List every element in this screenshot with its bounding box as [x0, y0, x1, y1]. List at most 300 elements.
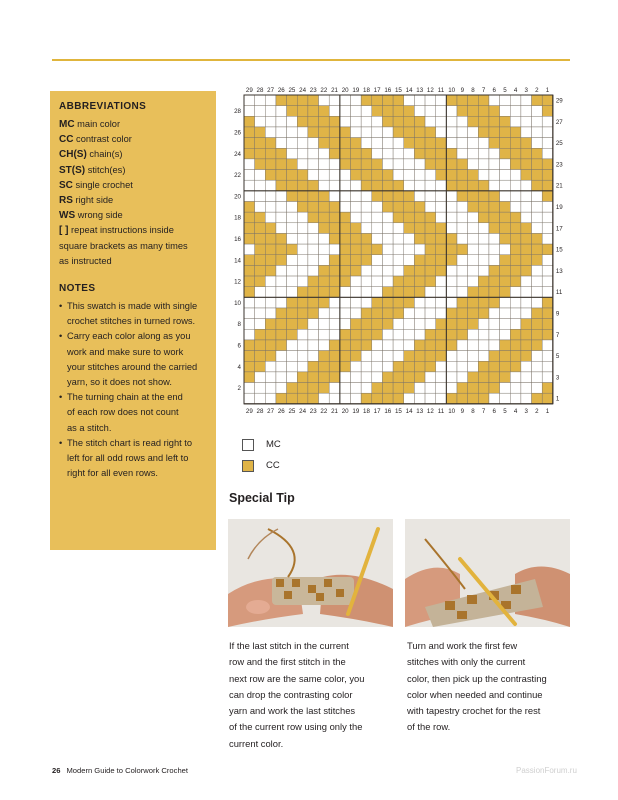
chart-cell: [329, 383, 340, 394]
chart-cell: [414, 372, 425, 383]
chart-cell: [340, 372, 351, 383]
chart-cell: [510, 106, 521, 117]
chart-cell: [351, 233, 362, 244]
chart-cell: [404, 244, 415, 255]
chart-cell: [500, 106, 511, 117]
chart-cell: [478, 244, 489, 255]
chart-cell: [382, 233, 393, 244]
chart-cell: [436, 361, 447, 372]
chart-cell: [425, 202, 436, 213]
chart-cell: [329, 116, 340, 127]
chart-cell: [351, 191, 362, 202]
chart-cell: [404, 265, 415, 276]
column-number-bottom: 9: [460, 407, 465, 415]
chart-cell: [276, 393, 287, 404]
column-number-top: 8: [471, 87, 475, 94]
chart-cell: [340, 127, 351, 138]
chart-cell: [393, 127, 404, 138]
chart-cell: [457, 372, 468, 383]
chart-cell: [542, 180, 553, 191]
chart-cell: [265, 340, 276, 351]
chart-cell: [287, 233, 298, 244]
chart-cell: [340, 212, 351, 223]
chart-cell: [489, 372, 500, 383]
chart-cell: [414, 95, 425, 106]
chart-cell: [457, 319, 468, 330]
chart-cell: [319, 308, 330, 319]
chart-cell: [372, 212, 383, 223]
chart-cell: [361, 372, 372, 383]
chart-cell: [521, 159, 532, 170]
chart-cell: [500, 308, 511, 319]
chart-cell: [382, 287, 393, 298]
chart-cell: [361, 223, 372, 234]
chart-cell: [382, 383, 393, 394]
chart-cell: [287, 223, 298, 234]
chart-cell: [255, 244, 266, 255]
chart-cell: [287, 319, 298, 330]
abbreviation-item: [ ] repeat instructions inside: [59, 225, 174, 237]
chart-cell: [500, 170, 511, 181]
chart-cell: [436, 138, 447, 149]
chart-cell: [425, 383, 436, 394]
chart-cell: [468, 351, 479, 362]
chart-cell: [361, 393, 372, 404]
chart-cell: [393, 212, 404, 223]
chart-cell: [287, 255, 298, 266]
chart-cell: [542, 233, 553, 244]
chart-cell: [340, 287, 351, 298]
chart-cell: [500, 351, 511, 362]
chart-cell: [404, 340, 415, 351]
chart-cell: [287, 212, 298, 223]
chart-cell: [457, 95, 468, 106]
chart-cell: [510, 308, 521, 319]
chart-cell: [393, 233, 404, 244]
chart-cell: [468, 244, 479, 255]
chart-cell: [297, 148, 308, 159]
chart-cell: [329, 265, 340, 276]
chart-cell: [532, 223, 543, 234]
chart-cell: [287, 351, 298, 362]
chart-cell: [478, 361, 489, 372]
chart-cell: [361, 319, 372, 330]
chart-cell: [446, 340, 457, 351]
abbreviation-item: MC main color: [59, 119, 121, 130]
chart-cell: [372, 255, 383, 266]
row-number-right: 7: [555, 331, 560, 339]
chart-cell: [319, 319, 330, 330]
chart-cell: [372, 287, 383, 298]
chart-cell: [265, 329, 276, 340]
chart-cell: [319, 191, 330, 202]
chart-cell: [489, 106, 500, 117]
chart-cell: [340, 170, 351, 181]
chart-cell: [404, 180, 415, 191]
chart-cell: [500, 340, 511, 351]
chart-cell: [382, 106, 393, 117]
chart-cell: [361, 95, 372, 106]
chart-cell: [521, 223, 532, 234]
chart-cell: [414, 191, 425, 202]
chart-cell: [478, 148, 489, 159]
chart-cell: [329, 138, 340, 149]
chart-cell: [319, 223, 330, 234]
chart-cell: [297, 202, 308, 213]
chart-cell: [329, 170, 340, 181]
chart-cell: [532, 212, 543, 223]
chart-cell: [436, 308, 447, 319]
chart-cell: [244, 116, 255, 127]
chart-cell: [297, 361, 308, 372]
chart-cell: [361, 329, 372, 340]
chart-cell: [446, 287, 457, 298]
chart-cell: [489, 170, 500, 181]
chart-cell: [351, 159, 362, 170]
chart-cell: [542, 106, 553, 117]
chart-cell: [329, 244, 340, 255]
chart-cell: [468, 319, 479, 330]
chart-cell: [500, 287, 511, 298]
chart-cell: [351, 265, 362, 276]
column-number-bottom: 28: [256, 407, 264, 415]
chart-cell: [478, 351, 489, 362]
chart-cell: [468, 148, 479, 159]
chart-cell: [319, 393, 330, 404]
chart-cell: [265, 127, 276, 138]
chart-cell: [244, 138, 255, 149]
abbreviation-item-cont: square brackets as many times: [59, 240, 188, 251]
chart-cell: [393, 116, 404, 127]
chart-cell: [308, 180, 319, 191]
chart-cell: [425, 159, 436, 170]
chart-cell: [500, 95, 511, 106]
chart-cell: [414, 148, 425, 159]
chart-cell: [500, 159, 511, 170]
chart-cell: [489, 276, 500, 287]
chart-cell: [425, 212, 436, 223]
chart-cell: [255, 329, 266, 340]
chart-cell: [265, 95, 276, 106]
tip-caption-right: Turn and work the first few stitches with only the current color, then pick up the contrasting color when needed and continue with tapestry crochet for the rest of the row.: [407, 640, 547, 733]
chart-cell: [276, 244, 287, 255]
chart-cell: [436, 233, 447, 244]
chart-cell: [542, 255, 553, 266]
chart-cell: [478, 116, 489, 127]
chart-cell: [404, 393, 415, 404]
chart-cell: [329, 255, 340, 266]
chart-cell: [436, 116, 447, 127]
chart-cell: [276, 127, 287, 138]
chart-cell: [361, 106, 372, 117]
chart-cell: [414, 138, 425, 149]
chart-cell: [372, 191, 383, 202]
chart-cell: [244, 148, 255, 159]
chart-cell: [382, 170, 393, 181]
chart-cell: [244, 329, 255, 340]
chart-cell: [372, 297, 383, 308]
chart-cell: [351, 276, 362, 287]
chart-cell: [425, 393, 436, 404]
chart-cell: [372, 170, 383, 181]
chart-cell: [436, 244, 447, 255]
chart-cell: [308, 319, 319, 330]
chart-cell: [532, 361, 543, 372]
chart-cell: [446, 170, 457, 181]
chart-cell: [361, 191, 372, 202]
chart-cell: [425, 191, 436, 202]
chart-cell: [542, 244, 553, 255]
chart-cell: [287, 170, 298, 181]
chart-cell: [532, 202, 543, 213]
chart-cell: [372, 383, 383, 394]
chart-cell: [404, 138, 415, 149]
chart-cell: [297, 159, 308, 170]
book-title: Modern Guide to Colorwork Crochet: [66, 766, 189, 775]
chart-cell: [446, 276, 457, 287]
chart-cell: [265, 180, 276, 191]
column-number-top: 4: [513, 87, 518, 94]
row-number-left: 18: [234, 214, 241, 222]
chart-cell: [436, 148, 447, 159]
chart-cell: [319, 372, 330, 383]
chart-cell: [382, 95, 393, 106]
chart-cell: [287, 138, 298, 149]
chart-cell: [297, 255, 308, 266]
chart-cell: [255, 255, 266, 266]
chart-cell: [372, 340, 383, 351]
chart-cell: [425, 95, 436, 106]
chart-cell: [414, 287, 425, 298]
chart-cell: [276, 148, 287, 159]
chart-cell: [478, 329, 489, 340]
chart-border: [244, 95, 553, 404]
chart-cell: [404, 191, 415, 202]
chart-cell: [521, 287, 532, 298]
chart-cell: [255, 180, 266, 191]
chart-cell: [393, 159, 404, 170]
chart-cell: [319, 202, 330, 213]
chart-cell: [425, 372, 436, 383]
chart-cell: [468, 255, 479, 266]
chart-cell: [436, 255, 447, 266]
chart-cell: [297, 383, 308, 394]
chart-cell: [255, 212, 266, 223]
chart-cell: [510, 233, 521, 244]
column-number-top: 16: [384, 87, 392, 94]
chart-cell: [340, 202, 351, 213]
row-number-right: 9: [555, 310, 560, 318]
chart-cell: [276, 138, 287, 149]
chart-cell: [351, 319, 362, 330]
chart-cell: [489, 361, 500, 372]
chart-cell: [297, 116, 308, 127]
chart-cell: [372, 106, 383, 117]
watermark: PassionForum.ru: [516, 766, 577, 775]
chart-cell: [532, 191, 543, 202]
chart-cell: [393, 106, 404, 117]
chart-cell: [382, 297, 393, 308]
chart-cell: [446, 191, 457, 202]
chart-cell: [521, 202, 532, 213]
chart-cell: [255, 223, 266, 234]
chart-cell: [351, 372, 362, 383]
chart-cell: [542, 138, 553, 149]
chart-cell: [244, 95, 255, 106]
chart-cell: [329, 372, 340, 383]
chart-cell: [351, 170, 362, 181]
chart-cell: [319, 265, 330, 276]
chart-cell: [265, 191, 276, 202]
chart-cell: [372, 308, 383, 319]
chart-cell: [297, 340, 308, 351]
abbreviation-list: [59, 117, 208, 269]
chart-cell: [489, 255, 500, 266]
chart-cell: [393, 351, 404, 362]
chart-cell: [542, 351, 553, 362]
chart-cell: [351, 383, 362, 394]
column-number-bottom: 23: [309, 407, 317, 415]
chart-cell: [404, 170, 415, 181]
note-item: • This swatch is made with single crochet stitches in turned rows.: [59, 299, 208, 329]
chart-cell: [372, 223, 383, 234]
chart-cell: [351, 95, 362, 106]
chart-cell: [255, 106, 266, 117]
chart-cell: [265, 276, 276, 287]
chart-cell: [532, 138, 543, 149]
chart-cell: [489, 351, 500, 362]
chart-cell: [446, 319, 457, 330]
chart-cell: [521, 265, 532, 276]
chart-cell: [489, 308, 500, 319]
chart-cell: [393, 361, 404, 372]
chart-cell: [393, 276, 404, 287]
chart-cell: [244, 127, 255, 138]
chart-cell: [532, 255, 543, 266]
chart-cell: [489, 233, 500, 244]
chart-cell: [393, 170, 404, 181]
column-number-bottom: 20: [341, 407, 349, 415]
chart-cell: [329, 329, 340, 340]
chart-cell: [457, 297, 468, 308]
chart-cell: [436, 191, 447, 202]
chart-cell: [340, 351, 351, 362]
chart-cell: [393, 191, 404, 202]
column-number-top: 2: [535, 87, 539, 94]
chart-cell: [372, 202, 383, 213]
chart-cell: [425, 340, 436, 351]
chart-cell: [457, 287, 468, 298]
chart-cell: [404, 351, 415, 362]
chart-cell: [404, 372, 415, 383]
chart-cell: [414, 361, 425, 372]
chart-cell: [393, 255, 404, 266]
chart-cell: [340, 308, 351, 319]
chart-cell: [532, 372, 543, 383]
row-number-left: 12: [234, 278, 241, 286]
chart-cell: [244, 223, 255, 234]
chart-cell: [340, 244, 351, 255]
chart-cell: [468, 116, 479, 127]
chart-cell: [287, 244, 298, 255]
row-number-left: 16: [234, 235, 241, 243]
chart-cell: [478, 287, 489, 298]
chart-cell: [351, 223, 362, 234]
chart-cell: [414, 265, 425, 276]
chart-cell: [489, 244, 500, 255]
chart-cell: [510, 127, 521, 138]
chart-cell: [404, 202, 415, 213]
column-number-bottom: 19: [352, 407, 360, 415]
chart-cell: [436, 319, 447, 330]
chart-cell: [436, 297, 447, 308]
chart-cell: [521, 116, 532, 127]
chart-cell: [319, 244, 330, 255]
column-number-bottom: 7: [481, 407, 486, 415]
chart-cell: [244, 244, 255, 255]
chart-cell: [308, 361, 319, 372]
abbreviation-item: CC contrast color: [59, 134, 132, 146]
chart-cell: [414, 116, 425, 127]
chart-cell: [265, 170, 276, 181]
chart-cell: [287, 308, 298, 319]
chart-cell: [457, 106, 468, 117]
chart-cell: [468, 297, 479, 308]
chart-cell: [255, 319, 266, 330]
chart-cell: [510, 191, 521, 202]
chart-cell: [255, 138, 266, 149]
chart-cell: [510, 223, 521, 234]
chart-cell: [532, 148, 543, 159]
chart-cell: [532, 159, 543, 170]
chart-cell: [329, 233, 340, 244]
chart-cell: [404, 212, 415, 223]
chart-cell: [532, 265, 543, 276]
chart-cell: [414, 127, 425, 138]
chart-cell: [265, 393, 276, 404]
chart-cell: [457, 202, 468, 213]
chart-cell: [382, 202, 393, 213]
chart-cell: [308, 138, 319, 149]
chart-cell: [276, 329, 287, 340]
row-number-left: 26: [234, 129, 241, 137]
chart-cell: [308, 383, 319, 394]
chart-cell: [404, 233, 415, 244]
chart-cell: [255, 287, 266, 298]
chart-cell: [510, 340, 521, 351]
chart-cell: [436, 106, 447, 117]
chart-cell: [500, 297, 511, 308]
chart-cell: [489, 393, 500, 404]
chart-cell: [308, 116, 319, 127]
chart-cell: [542, 329, 553, 340]
chart-cell: [478, 212, 489, 223]
chart-cell: [297, 106, 308, 117]
row-number-left: 28: [234, 108, 241, 116]
chart-cell: [340, 297, 351, 308]
chart-cell: [372, 329, 383, 340]
chart-cell: [446, 223, 457, 234]
chart-cell: [457, 233, 468, 244]
chart-cell: [425, 308, 436, 319]
page-footer: [52, 766, 188, 775]
chart-cell: [308, 170, 319, 181]
chart-cell: [404, 255, 415, 266]
chart-cell: [244, 361, 255, 372]
chart-cell: [244, 393, 255, 404]
row-number-right: 11: [555, 289, 563, 297]
chart-cell: [244, 170, 255, 181]
